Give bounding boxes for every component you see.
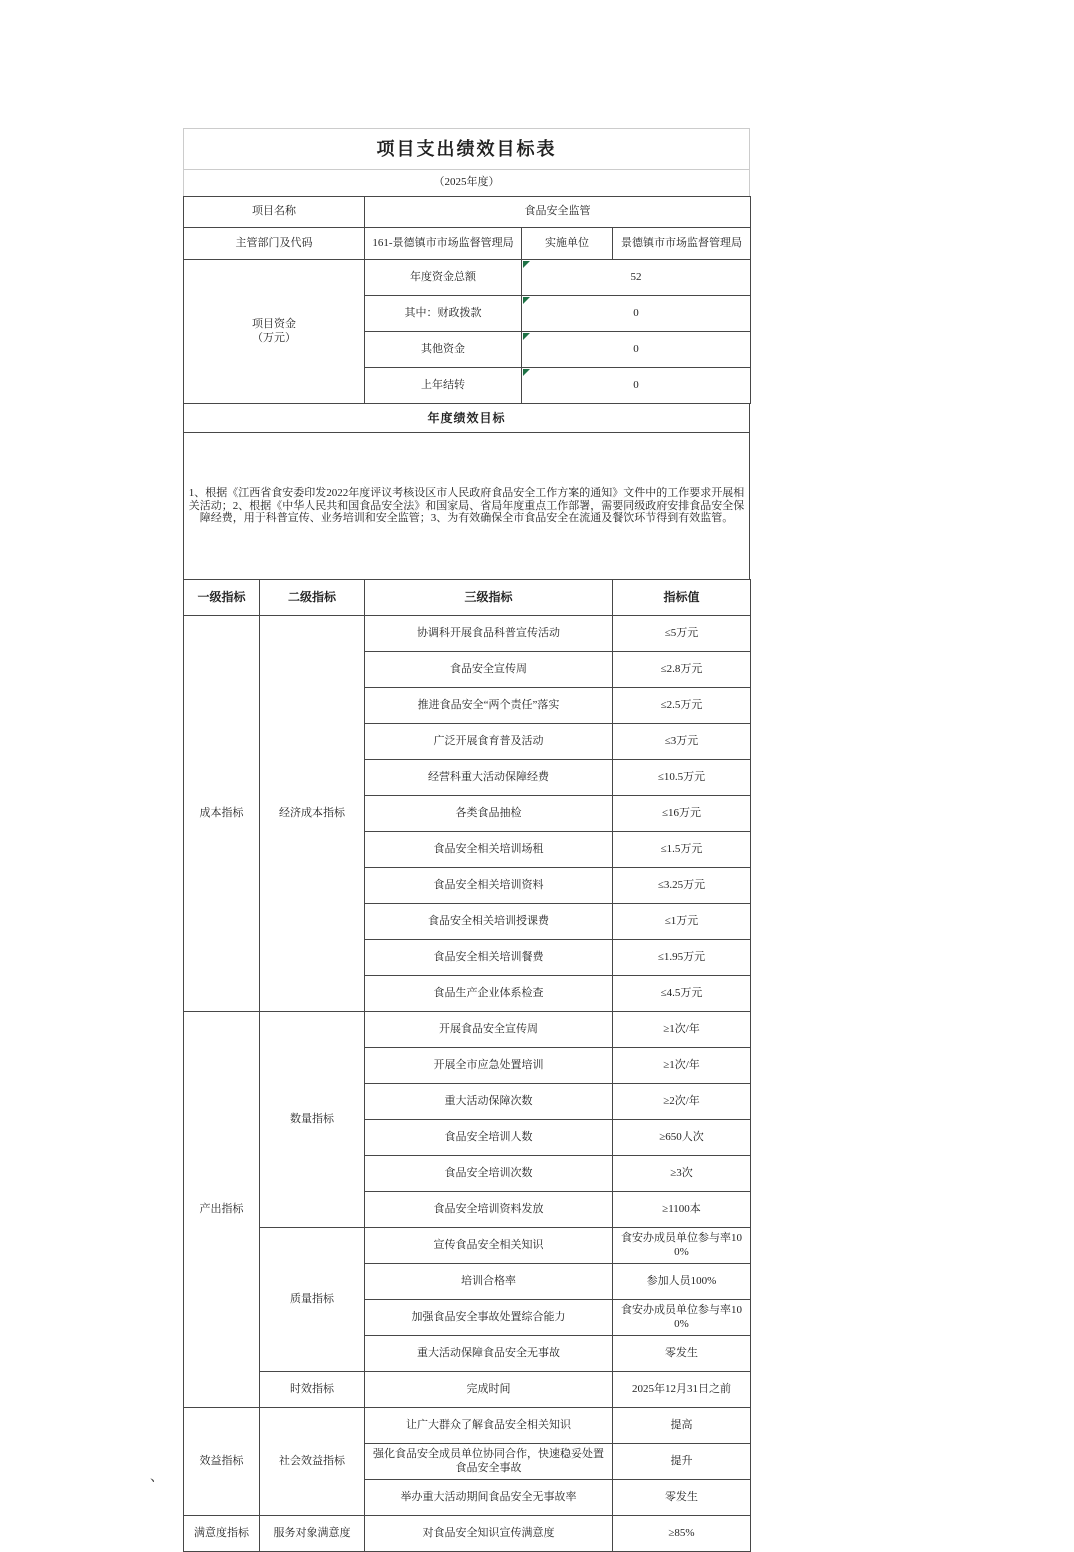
value-cell: 食安办成员单位参与率100% bbox=[613, 1228, 751, 1264]
l3-cell: 广泛开展食育普及活动 bbox=[365, 724, 613, 760]
cell-comment-marker-icon bbox=[523, 261, 530, 268]
fund-total-label: 年度资金总额 bbox=[365, 260, 522, 296]
l3-cell: 食品安全培训资料发放 bbox=[365, 1192, 613, 1228]
l3-cell: 协调科开展食品科普宣传活动 bbox=[365, 616, 613, 652]
l2-quantity-cell: 数量指标 bbox=[260, 1012, 365, 1228]
fund-finance-value bbox=[522, 296, 751, 332]
title-block bbox=[183, 128, 750, 197]
l2-social-cell: 社会效益指标 bbox=[260, 1408, 365, 1516]
fund-total-value bbox=[522, 260, 751, 296]
l3-cell: 食品安全相关培训场租 bbox=[365, 832, 613, 868]
cell-comment-marker-icon bbox=[523, 333, 530, 340]
page-title: 项目支出绩效目标表 bbox=[184, 129, 750, 170]
l3-cell: 食品安全培训次数 bbox=[365, 1156, 613, 1192]
value-cell: ≤5万元 bbox=[613, 616, 751, 652]
stray-mark: 、 bbox=[150, 1470, 164, 1485]
l3-cell: 食品安全相关培训餐费 bbox=[365, 940, 613, 976]
page-subtitle: （2025年度） bbox=[184, 170, 750, 197]
fund-other-label: 其他资金 bbox=[365, 332, 522, 368]
department-value: 161-景德镇市市场监督管理局 bbox=[365, 228, 522, 260]
l3-cell: 重大活动保障食品安全无事故 bbox=[365, 1336, 613, 1372]
value-cell: ≤16万元 bbox=[613, 796, 751, 832]
l3-cell: 加强食品安全事故处置综合能力 bbox=[365, 1300, 613, 1336]
value-cell: ≤4.5万元 bbox=[613, 976, 751, 1012]
l3-cell: 培训合格率 bbox=[365, 1264, 613, 1300]
l1-benefit-cell: 效益指标 bbox=[184, 1408, 260, 1516]
value-cell: 零发生 bbox=[613, 1336, 751, 1372]
value-cell: ≥650人次 bbox=[613, 1120, 751, 1156]
value-cell: ≥2次/年 bbox=[613, 1084, 751, 1120]
project-fund-label-line2: （万元） bbox=[252, 331, 296, 344]
fund-carryover-value bbox=[522, 368, 751, 404]
l3-cell: 食品生产企业体系检查 bbox=[365, 976, 613, 1012]
annual-goal-text-row bbox=[184, 433, 750, 580]
header-l3: 三级指标 bbox=[365, 580, 613, 616]
l2-timeliness-cell: 时效指标 bbox=[260, 1372, 365, 1408]
l3-cell: 食品安全培训人数 bbox=[365, 1120, 613, 1156]
fund-other-value-text: 0 bbox=[633, 342, 639, 355]
subtitle-row bbox=[184, 170, 750, 197]
fund-other-value bbox=[522, 332, 751, 368]
fund-carryover-label: 上年结转 bbox=[365, 368, 522, 404]
l2-economic-cell: 经济成本指标 bbox=[260, 616, 365, 1012]
project-fund-label-line1: 项目资金 bbox=[252, 317, 296, 330]
value-cell: 2025年12月31日之前 bbox=[613, 1372, 751, 1408]
value-cell: ≤1.5万元 bbox=[613, 832, 751, 868]
project-header-table bbox=[183, 196, 751, 404]
l3-cell: 宣传食品安全相关知识 bbox=[365, 1228, 613, 1264]
l1-satisfaction-cell: 满意度指标 bbox=[184, 1516, 260, 1552]
table-row bbox=[184, 1228, 751, 1264]
fund-total-value-text: 52 bbox=[630, 270, 642, 283]
implement-unit-value: 景德镇市市场监督管理局 bbox=[613, 228, 751, 260]
l3-cell: 食品安全宣传周 bbox=[365, 652, 613, 688]
l3-cell: 开展全市应急处置培训 bbox=[365, 1048, 613, 1084]
l3-cell: 举办重大活动期间食品安全无事故率 bbox=[365, 1480, 613, 1516]
annual-goal-header-row bbox=[184, 404, 750, 433]
l3-cell: 对食品安全知识宣传满意度 bbox=[365, 1516, 613, 1552]
fund-row-total bbox=[184, 260, 751, 296]
cell-comment-marker-icon bbox=[523, 369, 530, 376]
value-cell: 提升 bbox=[613, 1444, 751, 1480]
value-cell: ≤1万元 bbox=[613, 904, 751, 940]
department-row bbox=[184, 228, 751, 260]
l3-cell: 强化食品安全成员单位协同合作，快速稳妥处置食品安全事故 bbox=[365, 1444, 613, 1480]
l3-cell: 食品安全相关培训资料 bbox=[365, 868, 613, 904]
project-name-value: 食品安全监管 bbox=[365, 197, 751, 228]
value-cell: ≥1次/年 bbox=[613, 1048, 751, 1084]
fund-carryover-value-text: 0 bbox=[633, 378, 639, 391]
l2-service-cell: 服务对象满意度 bbox=[260, 1516, 365, 1552]
table-row bbox=[184, 1408, 751, 1444]
l1-cost-cell: 成本指标 bbox=[184, 616, 260, 1012]
value-cell: ≥85% bbox=[613, 1516, 751, 1552]
annual-goal-text: 1、根据《江西省食安委印发2022年度评议考核设区市人民政府食品安全工作方案的通知》文件中的工作要求开展相关活动；2、根据《中华人民共和国食品安全法》和国家局、省局年度重点工作部署，需要同级政府安排食品安全保障经费，用于科普宣传、业务培训和安全监管；3、为有效确保全市食品安全在流通及餐饮环节得到有效监管。 bbox=[184, 433, 750, 580]
header-l1: 一级指标 bbox=[184, 580, 260, 616]
department-label: 主管部门及代码 bbox=[184, 228, 365, 260]
table-row bbox=[184, 1516, 751, 1552]
indicator-table bbox=[183, 579, 751, 1552]
value-cell: ≤2.8万元 bbox=[613, 652, 751, 688]
annual-goal-header: 年度绩效目标 bbox=[184, 404, 750, 433]
l3-cell: 各类食品抽检 bbox=[365, 796, 613, 832]
header-value: 指标值 bbox=[613, 580, 751, 616]
title-row bbox=[184, 129, 750, 170]
value-cell: ≤10.5万元 bbox=[613, 760, 751, 796]
header-l2: 二级指标 bbox=[260, 580, 365, 616]
value-cell: ≤3.25万元 bbox=[613, 868, 751, 904]
project-fund-label bbox=[184, 260, 365, 404]
indicator-header-row bbox=[184, 580, 751, 616]
value-cell: ≥1100本 bbox=[613, 1192, 751, 1228]
project-name-label: 项目名称 bbox=[184, 197, 365, 228]
performance-target-sheet bbox=[183, 128, 750, 1552]
l1-output-cell: 产出指标 bbox=[184, 1012, 260, 1408]
value-cell: 零发生 bbox=[613, 1480, 751, 1516]
value-cell: ≤1.95万元 bbox=[613, 940, 751, 976]
table-row bbox=[184, 1372, 751, 1408]
project-name-row bbox=[184, 197, 751, 228]
fund-finance-value-text: 0 bbox=[633, 306, 639, 319]
cell-comment-marker-icon bbox=[523, 297, 530, 304]
l3-cell: 开展食品安全宣传周 bbox=[365, 1012, 613, 1048]
l3-cell: 让广大群众了解食品安全相关知识 bbox=[365, 1408, 613, 1444]
value-cell: ≥1次/年 bbox=[613, 1012, 751, 1048]
l3-cell: 食品安全相关培训授课费 bbox=[365, 904, 613, 940]
l3-cell: 推进食品安全“两个责任”落实 bbox=[365, 688, 613, 724]
annual-goal-table bbox=[183, 403, 750, 580]
l3-cell: 经营科重大活动保障经费 bbox=[365, 760, 613, 796]
value-cell: 参加人员100% bbox=[613, 1264, 751, 1300]
value-cell: 食安办成员单位参与率100% bbox=[613, 1300, 751, 1336]
l3-cell: 完成时间 bbox=[365, 1372, 613, 1408]
value-cell: ≤3万元 bbox=[613, 724, 751, 760]
table-row bbox=[184, 1012, 751, 1048]
l3-cell: 重大活动保障次数 bbox=[365, 1084, 613, 1120]
value-cell: ≤2.5万元 bbox=[613, 688, 751, 724]
fund-finance-label: 其中：财政拨款 bbox=[365, 296, 522, 332]
value-cell: ≥3次 bbox=[613, 1156, 751, 1192]
table-row bbox=[184, 616, 751, 652]
implement-unit-label: 实施单位 bbox=[522, 228, 613, 260]
value-cell: 提高 bbox=[613, 1408, 751, 1444]
l2-quality-cell: 质量指标 bbox=[260, 1228, 365, 1372]
